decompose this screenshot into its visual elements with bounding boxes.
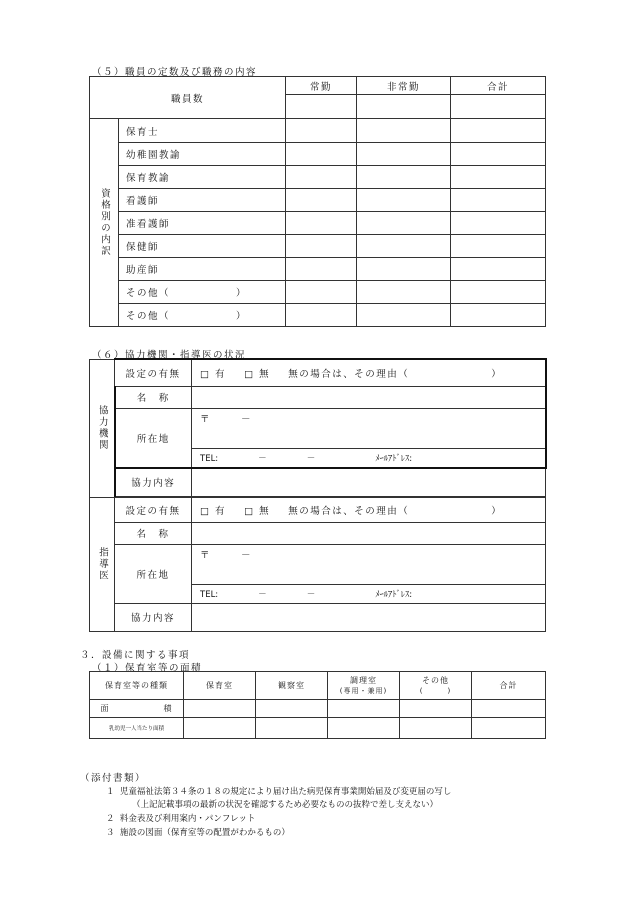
cell[interactable]: [256, 700, 328, 718]
checkbox-no[interactable]: □ 無: [244, 505, 271, 517]
col-total: 合計: [451, 77, 546, 95]
cell[interactable]: [357, 212, 451, 235]
setting-label: 設定の有無: [115, 359, 192, 386]
col-type: 保育室等の種類: [90, 672, 184, 700]
reason-label: 無の場合は、その理由（: [288, 505, 410, 517]
cell-count-parttime[interactable]: [357, 95, 451, 119]
row-area-label: 面 積: [90, 700, 184, 718]
mail-label: ﾒｰﾙｱﾄﾞﾚｽ:: [375, 589, 413, 600]
attach-item: ２ 料金表及び利用案内・パンフレット: [106, 814, 256, 824]
row-label: その他（ ）: [119, 281, 286, 304]
cell[interactable]: [357, 235, 451, 258]
name-label: 名 称: [115, 386, 192, 408]
cell[interactable]: [184, 718, 256, 739]
row-label: 保育士: [119, 119, 286, 143]
staff-table: [89, 76, 546, 327]
section3-heading: ３．設備に関する事項: [80, 650, 191, 661]
checkbox-yes[interactable]: □ 有: [200, 368, 226, 380]
postal-mark: 〒: [200, 413, 212, 425]
cooperation-table: [89, 358, 547, 632]
section6-heading: （６）協力機関・指導医の状況: [92, 350, 247, 361]
attach-item: １ 児童福祉法第３４条の１８の規定により届け出た病児保育事業開始届及び変更届の写し: [106, 787, 452, 797]
cell[interactable]: [286, 258, 357, 281]
attach-heading: （添付書類）: [80, 773, 147, 784]
attach-item-note: （上記記載事項の最新の状況を確認するため必要なものの抜粋で差し支えない）: [132, 800, 439, 810]
cell[interactable]: [451, 119, 546, 143]
tel-row[interactable]: TEL: － － ﾒｰﾙｱﾄﾞﾚｽ:: [192, 448, 546, 468]
cell[interactable]: [357, 143, 451, 166]
cell[interactable]: [256, 718, 328, 739]
col-hoikushitsu: 保育室: [184, 672, 256, 700]
address-field[interactable]: 〒 －: [192, 408, 546, 448]
section3-sub: （１）保育室等の面積: [92, 663, 203, 674]
cell[interactable]: [451, 258, 546, 281]
cell[interactable]: [286, 235, 357, 258]
col-other: その他 ( ): [400, 672, 472, 700]
checkbox-no[interactable]: □ 無: [244, 368, 271, 380]
address-label: 所在地: [115, 408, 192, 468]
section5-heading: （５）職員の定数及び職務の内容: [92, 67, 258, 78]
cell[interactable]: [357, 304, 451, 327]
row-label: その他（ ）: [119, 304, 286, 327]
row-label: 准看護師: [119, 212, 286, 235]
row-label: 看護師: [119, 189, 286, 212]
cell-count-fulltime[interactable]: [286, 95, 357, 119]
cell[interactable]: [184, 700, 256, 718]
checkbox-yes[interactable]: □ 有: [200, 505, 226, 517]
cell[interactable]: [286, 166, 357, 189]
col-chori: 調理室 (専用・兼用): [328, 672, 400, 700]
col-parttime: 非常勤: [357, 77, 451, 95]
tel-row[interactable]: TEL: － － ﾒｰﾙｱﾄﾞﾚｽ:: [192, 584, 546, 603]
row-label: 幼稚園教諭: [119, 143, 286, 166]
cell[interactable]: [357, 119, 451, 143]
cell[interactable]: [286, 281, 357, 304]
reason-close: ）: [491, 368, 503, 380]
content-field[interactable]: [192, 603, 546, 631]
cell[interactable]: [451, 235, 546, 258]
row-label: 保健師: [119, 235, 286, 258]
col-kansatsu: 観察室: [256, 672, 328, 700]
tel-label: TEL:: [200, 453, 219, 464]
cell[interactable]: [357, 258, 451, 281]
cell[interactable]: [328, 700, 400, 718]
area-table: [89, 671, 546, 739]
cell[interactable]: [286, 212, 357, 235]
setting-options: [192, 359, 546, 386]
tel-label: TEL:: [200, 589, 219, 600]
name-field[interactable]: [192, 386, 546, 408]
mail-label: ﾒｰﾙｱﾄﾞﾚｽ:: [375, 453, 413, 464]
row-label: 保育教諭: [119, 166, 286, 189]
cell[interactable]: [451, 281, 546, 304]
reason-close: ）: [491, 505, 503, 517]
shido-side-label: 指導医: [90, 497, 115, 631]
setting-options: [192, 497, 546, 522]
cell-count-total[interactable]: [451, 95, 546, 119]
cell[interactable]: [472, 718, 546, 739]
cell[interactable]: [451, 212, 546, 235]
content-label: 協力内容: [115, 603, 192, 631]
cell[interactable]: [451, 166, 546, 189]
cell[interactable]: [286, 143, 357, 166]
attach-item: ３ 施設の図面（保育室等の配置がわかるもの）: [106, 828, 290, 838]
kyoryoku-side-label: 協力機関: [90, 359, 115, 497]
qualification-side-label: 資格別の内訳: [90, 119, 119, 327]
cell[interactable]: [286, 304, 357, 327]
content-field[interactable]: [192, 468, 546, 496]
content-label: 協力内容: [115, 468, 192, 496]
cell[interactable]: [286, 189, 357, 212]
setting-label: 設定の有無: [115, 497, 192, 522]
reason-label: 無の場合は、その理由（: [288, 368, 410, 380]
cell[interactable]: [400, 718, 472, 739]
name-label: 名 称: [115, 522, 192, 544]
cell[interactable]: [472, 700, 546, 718]
row-label: 助産師: [119, 258, 286, 281]
row-per-child-label: 乳幼児一人当たり面積: [90, 718, 184, 739]
cell[interactable]: [400, 700, 472, 718]
cell[interactable]: [451, 304, 546, 327]
cell[interactable]: [286, 119, 357, 143]
cell[interactable]: [328, 718, 400, 739]
cell[interactable]: [451, 189, 546, 212]
col-fulltime: 常勤: [286, 77, 357, 95]
address-field[interactable]: 〒 －: [192, 544, 546, 584]
cell[interactable]: [357, 189, 451, 212]
postal-mark: 〒: [200, 549, 212, 561]
address-label: 所在地: [115, 544, 192, 603]
col-total: 合計: [472, 672, 546, 700]
staff-count-label: 職員数: [90, 77, 286, 119]
cell[interactable]: [451, 143, 546, 166]
name-field[interactable]: [192, 522, 546, 544]
cell[interactable]: [357, 166, 451, 189]
cell[interactable]: [357, 281, 451, 304]
